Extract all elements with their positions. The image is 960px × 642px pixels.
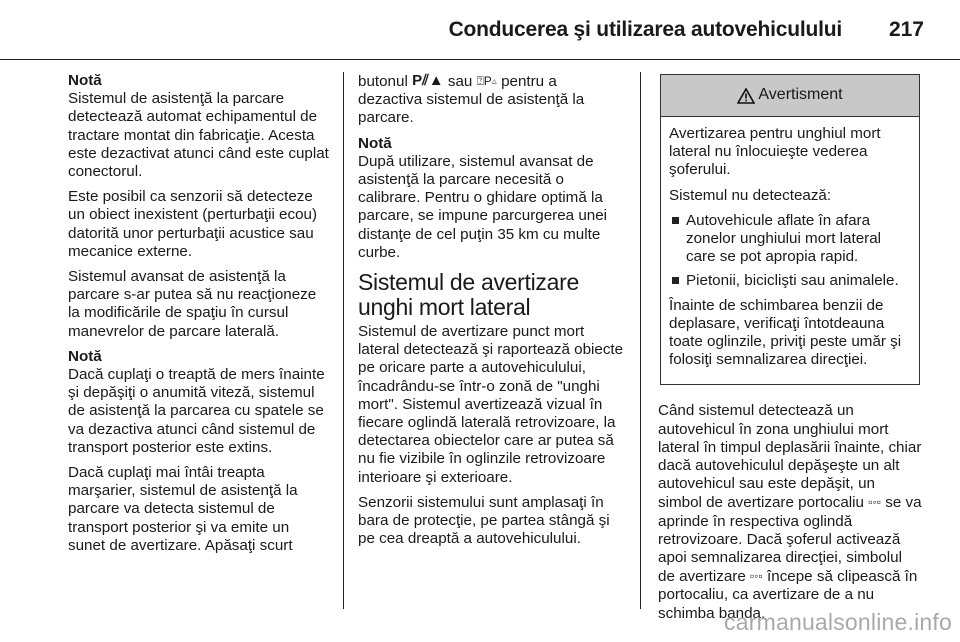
watermark: carmanualsonline.info <box>724 609 952 635</box>
text-run: se va aprinde în respectiva oglindă retrovizoare. Dacă şoferul activează apoi semnalizarea direcţiei, simbolul de avertizare <box>658 494 922 586</box>
note-text: Dacă cuplaţi o treaptă de mers înainte şi depăşiţi o anumită viteză, sistemul de asistenţă la parcarea cu spatele se va dezactiva atunci când sistemul de transport posterior este extins. <box>68 366 325 456</box>
note-title: Notă <box>358 134 392 152</box>
column-divider-1 <box>343 72 344 609</box>
warning-box <box>660 74 920 385</box>
paragraph: Este posibil ca senzorii să detecteze un obiect inexistent (perturbaţii ecou) datorită unor perturbaţii acustice sau mecanice externe. <box>68 188 318 260</box>
warning-text: Înainte de schimbarea benzii de deplasare, verificaţi întotdeauna toate oglinzile, priviţi peste umăr şi folosiţi semnalizarea direcţiei. <box>669 296 902 369</box>
warning-list <box>669 212 910 291</box>
warning-title: Avertisment <box>758 86 843 104</box>
paragraph: Dacă cuplaţi mai întâi treapta marşarier, sistemul de asistenţă la parcare va detecta sistemul de transport posterior şi va emite un sunet de avertizare. Apăsaţi scurt <box>68 464 298 554</box>
paragraph: Sistemul avansat de asistenţă la parcare s-ar putea să nu reacţioneze la modificările de spaţiu în cursul manevrelor de parcare laterală. <box>68 268 317 340</box>
warning-header <box>661 75 919 117</box>
page-header <box>0 14 960 50</box>
header-rule <box>0 59 960 60</box>
column-2 <box>358 72 624 555</box>
bullet-square-icon <box>672 277 679 284</box>
text-run: sau <box>447 73 473 90</box>
text-run: butonul <box>358 73 408 90</box>
note-text: Sistemul de asistenţă la parcare detectează automat echipamentul de tractare montat din fabricaţie. Acesta este dezactivat atunci când este cuplat conectorul. <box>68 90 329 181</box>
parking-assist-button-icon: P⫽▲ <box>412 72 444 89</box>
bullet-square-icon <box>672 217 679 224</box>
text-run: pentru a dezactiva sistemul de asistenţă la parcare. <box>358 73 585 127</box>
blind-spot-warning-icon: ▫◦▫ <box>868 495 881 510</box>
paragraph <box>658 402 922 622</box>
note-title: Notă <box>68 72 102 89</box>
parking-assist-alt-icon: ⍰P▵ <box>476 74 497 88</box>
column-3 <box>658 72 922 630</box>
column-1 <box>68 72 330 562</box>
list-item <box>669 272 910 290</box>
list-item <box>669 212 910 267</box>
text-run: Când sistemul detectează un autovehicul în zona unghiului mort lateral în timpul deplasării înainte, chiar dacă autovehiculul depăşeşte un alt autovehicul sau este depăşit, un simbol de avertizare portocaliu <box>658 402 922 512</box>
blind-spot-warning-icon: ▫◦▫ <box>750 569 763 584</box>
column-divider-2 <box>640 72 641 609</box>
warning-body <box>661 117 919 384</box>
section-title: Sistemul de avertizare unghi mort lateral <box>358 269 579 321</box>
paragraph: Senzorii sistemului sunt amplasaţi în bara de protecţie, pe partea stângă şi pe cea dreaptă a autovehiculului. <box>358 493 610 548</box>
warning-text: Avertizarea pentru unghiul mort lateral nu înlocuieşte vederea şoferului. <box>669 125 881 179</box>
text-run: începe să clipească în portocaliu, ca avertizare de a nu schimba banda. <box>658 568 918 622</box>
list-item-text: Pietonii, biciclişti sau animalele. <box>686 272 899 290</box>
paragraph <box>358 72 624 128</box>
header-title: Conducerea şi utilizarea autovehiculului <box>448 18 842 41</box>
warning-text: Sistemul nu detectează: <box>669 186 832 204</box>
page-number: 217 <box>888 18 924 41</box>
warning-triangle-icon <box>737 88 755 104</box>
list-item-text: Autovehicule aflate în afara zonelor unghiului mort lateral care se pot apropia rapid. <box>686 211 882 266</box>
note-title: Notă <box>68 347 102 365</box>
note-text: După utilizare, sistemul avansat de asistenţă la parcare necesită o calibrare. Pentru o ghidare optimă la parcare, se impune parcurgerea unei distanţe de cel puţin 35 km cu multe curbe. <box>358 152 608 261</box>
paragraph: Sistemul de avertizare punct mort lateral detectează şi raportează obiecte pe oricare parte a autovehiculului, încadrându-se într-o zonă de "unghi mort". Sistemul avertizează vizual în fiecare oglindă laterală retrovizoare, la detectarea obiectelor care ar putea să nu fie vizibile în oglinzile retrovizoare interioare şi exterioare. <box>358 323 624 486</box>
